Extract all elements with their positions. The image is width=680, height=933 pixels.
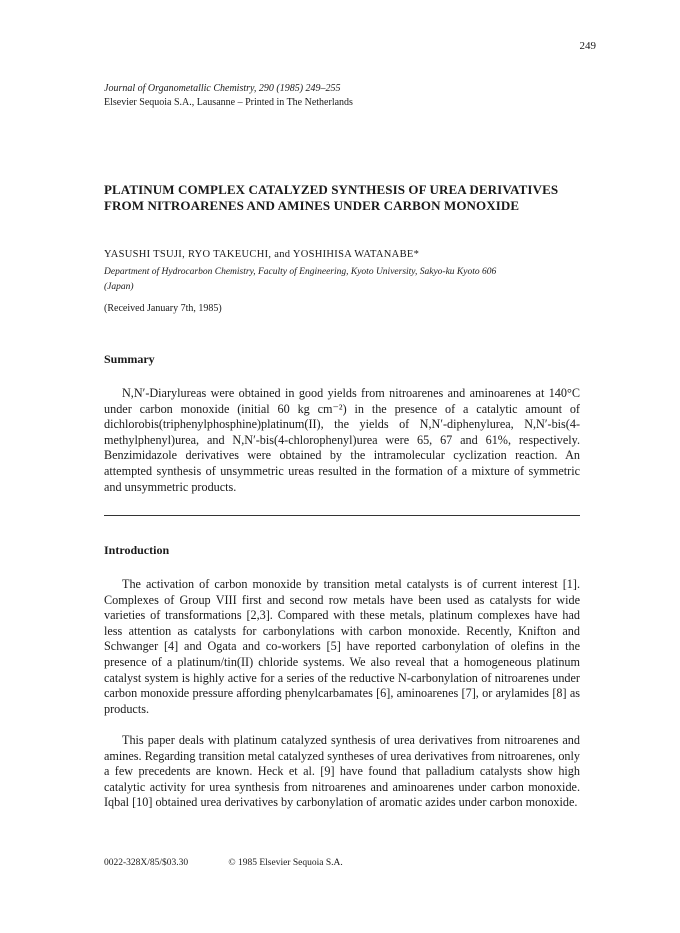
copyright-notice: © 1985 Elsevier Sequoia S.A. [228, 858, 343, 868]
journal-citation [104, 82, 353, 110]
paper-title [104, 182, 584, 214]
title-line-2: FROM NITROARENES AND AMINES UNDER CARBON MONOXIDE [104, 198, 520, 213]
title-line-1: PLATINUM COMPLEX CATALYZED SYNTHESIS OF UREA DERIVATIVES [104, 182, 559, 197]
introduction-heading: Introduction [104, 543, 170, 557]
affiliation-line-2: (Japan) [104, 282, 134, 292]
affiliation [104, 265, 584, 295]
introduction-paragraph-2: This paper deals with platinum catalyzed synthesis of urea derivatives from nitroarenes and amines. Regarding transition metal catalyzed syntheses of urea derivatives from nitroarenes, only a few precedents are known. Heck et al. [9] have found that palladium catalysts show high catalytic activity for urea synthesis from nitroarenes and aminoarenes under carbon monoxide. Iqbal [10] obtained urea derivatives by carbonylation of aromatic azides under carbon monoxide. [104, 733, 580, 810]
price-code: 0022-328X/85/$03.30 [104, 858, 189, 868]
journal-line-1: Journal of Organometallic Chemistry, 290 (1985) 249–255 [104, 83, 341, 94]
received-date: (Received January 7th, 1985) [104, 303, 222, 314]
section-divider [104, 515, 580, 516]
journal-line-2: Elsevier Sequoia S.A., Lausanne – Printed in The Netherlands [104, 97, 353, 108]
summary-heading: Summary [104, 352, 155, 366]
page-number: 249 [579, 40, 596, 52]
introduction-paragraph-1: The activation of carbon monoxide by transition metal catalysts is of current interest [1]. Complexes of Group VIII first and second row metals have been used as catalysts for wide varieties of transformations [2,3]. Compared with these metals, platinum complexes have had less attention as catalysts for carbonylations with carbon monoxide. Recently, Knifton and Schwanger [4] and Ogata and co-workers [5] have reported carbonylation of olefins in the presence of a platinum/tin(II) chloride systems. We also reveal that a homogeneous platinum catalyst system is highly active for a series of the reductive N-carbonylation of nitroarenes under carbon monoxide pressure affording phenylcarbamates [6], aminoarenes [7], or arylamides [8] as products. [104, 577, 580, 716]
summary-text: N,N′-Diarylureas were obtained in good yields from nitroarenes and aminoarenes at 140°C under carbon monoxide (initial 60 kg cm⁻²) in the presence of a catalytic amount of dichlorobis(triphenylphosphine)platinum(II), the yields of N,N′-diphenylurea, N,N′-bis(4-methylphenyl)urea, and N,N′-bis(4-chlorophenyl)urea were 65, 67 and 61%, respectively. Benzimidazole derivatives were obtained by the intramolecular cyclization reaction. An attempted synthesis of unsymmetric ureas resulted in the formation of a mixture of symmetric and unsymmetric products. [104, 386, 580, 494]
author-list: YASUSHI TSUJI, RYO TAKEUCHI, and YOSHIHISA WATANABE* [104, 249, 420, 260]
page-footer [104, 858, 584, 868]
affiliation-line-1: Department of Hydrocarbon Chemistry, Faculty of Engineering, Kyoto University, Sakyo-ku Kyoto 606 [104, 267, 497, 277]
